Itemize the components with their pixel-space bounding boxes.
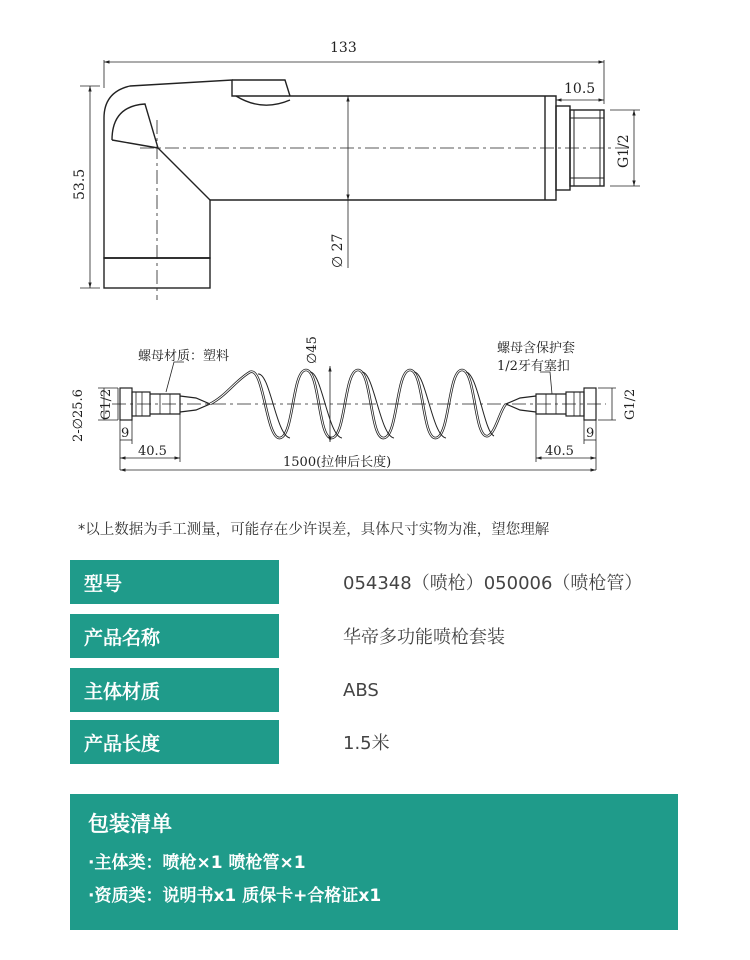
spec-label: 主体材质 [70, 668, 279, 712]
label-coil-diameter: ∅45 [305, 336, 320, 364]
spec-label: 产品名称 [70, 614, 279, 658]
label-thread-right: G1/2 [623, 388, 638, 420]
label-end-diameter: 2-∅25.6 [71, 389, 86, 442]
spec-value: 华帝多功能喷枪套装 [343, 627, 505, 648]
package-list [70, 794, 678, 930]
label-nut-material: 螺母材质：塑料 [138, 349, 230, 364]
label-left-40-5: 40.5 [138, 444, 167, 459]
dim-total-length: 133 [330, 40, 357, 56]
dim-height: 53.5 [72, 168, 88, 200]
label-right-40-5: 40.5 [545, 444, 574, 459]
measurement-note: *以上数据为手工测量，可能存在少许误差，具体尺寸实物为准，望您理解 [78, 522, 550, 538]
spray-gun-drawing [80, 60, 640, 300]
label-hose-length: 1500(拉伸后长度) [283, 455, 392, 470]
spec-label: 型号 [70, 560, 279, 604]
spec-row-material [70, 668, 678, 712]
dim-thread: G1/2 [616, 134, 632, 168]
package-title: 包装清单 [88, 812, 172, 836]
label-nut-cover-2: 1/2牙有塞扣 [497, 359, 570, 374]
spec-row-name [70, 614, 678, 658]
spec-row-model [70, 560, 678, 604]
label-thread-left: G1/2 [99, 388, 114, 420]
spec-value: 054348（喷枪）050006（喷枪管） [343, 573, 643, 594]
spec-row-length [70, 720, 678, 764]
package-line: ·主体类：喷枪×1 喷枪管×1 [88, 853, 306, 873]
spec-value: 1.5米 [343, 733, 390, 754]
label-nut-cover-1: 螺母含保护套 [497, 341, 576, 356]
dim-nut-length: 10.5 [564, 81, 596, 97]
hose-drawing [98, 362, 616, 470]
label-right-9: 9 [586, 426, 595, 441]
spec-label: 产品长度 [70, 720, 279, 764]
label-left-9: 9 [121, 426, 130, 441]
spec-value: ABS [343, 679, 379, 701]
dim-diameter: ∅ 27 [330, 233, 346, 268]
package-line: ·资质类：说明书x1 质保卡+合格证x1 [88, 886, 382, 906]
